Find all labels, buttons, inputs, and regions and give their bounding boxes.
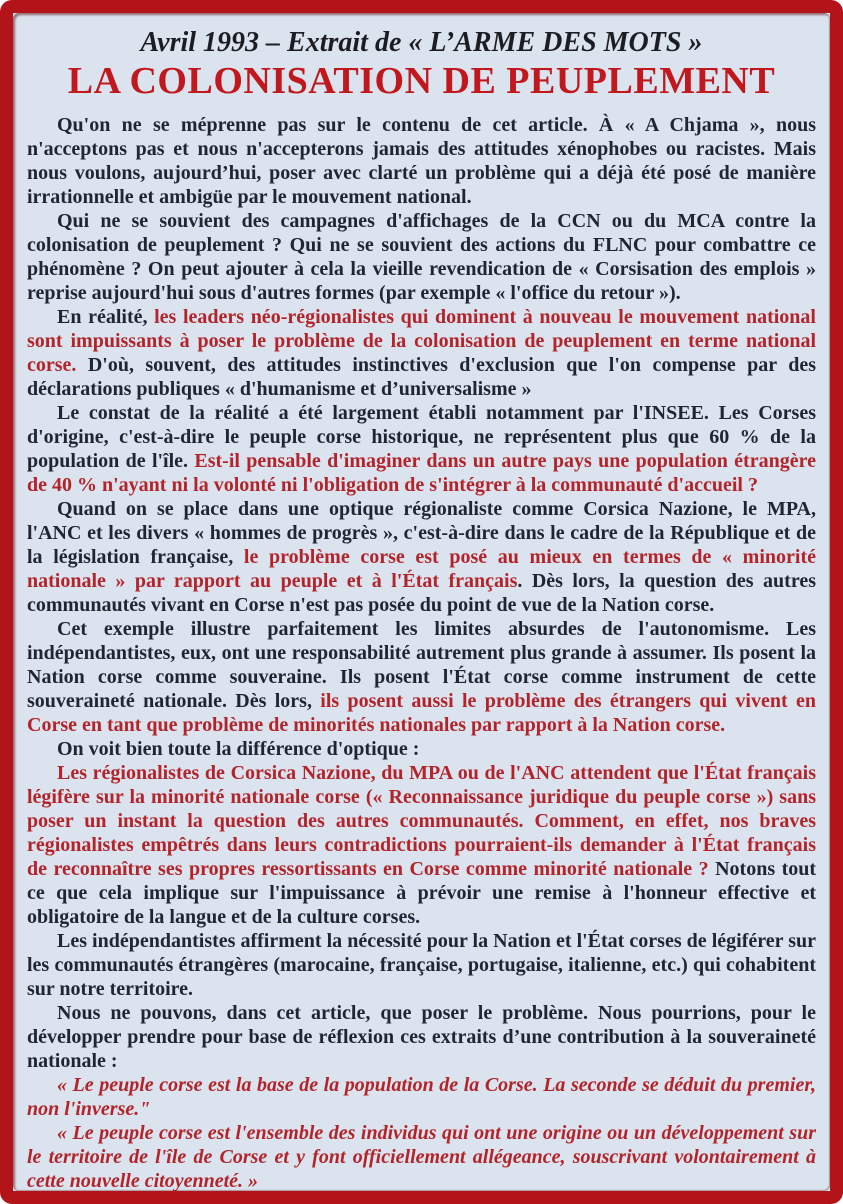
text-segment: Quand on se place dans une optique régionaliste comme Corsica Nazione, le MPA, l'ANC et les divers « hommes de progrès », c'est-à-dire dans le cadre de la République et de la législation française, [27,497,816,568]
text-segment: « Le peuple corse est l'ensemble des individus qui ont une origine ou un développement sur le territoire de l'île de Corse et y font officiellement allégeance, souscrivant volontairement à cette nouvelle citoyenneté. » [27,1121,816,1192]
paragraph [27,761,816,929]
paragraph [27,209,816,305]
paragraph [27,929,816,1001]
text-segment: Les régionalistes de Corsica Nazione, du MPA ou de l'ANC attendent que l'État français légifère sur la minorité nationale corse (« Reconnaissance juridique du peuple corse ») sans poser un instant la question des autres communautés. Comment, en effet, nos braves régionalistes empêtrés dans leurs contradictions pourraient-ils demander à l'État français de reconnaître ses propres ressortissants en Corse comme minorité nationale ? [27,761,816,880]
article-body [27,113,816,1193]
text-segment: Est-il pensable d'imaginer dans un autre pays une population étrangère de 40 % n'ayant ni la volonté ni l'obligation de s'intégrer à la communauté d'accueil ? [27,449,816,496]
dateline: Avril 1993 – Extrait de « L’ARME DES MOTS » [140,27,703,58]
text-segment: Cet exemple illustre parfaitement les limites absurdes de l'autonomisme. Les indépendantistes, eux, ont une responsabilité autrement plus grande à assumer. Ils posent la Nation corse comme souveraine. Ils posent l'État corse comme instrument de cette souveraineté nationale. Dès lors, [27,617,816,712]
paragraph [27,617,816,737]
text-segment: D'où, souvent, des attitudes instinctives d'exclusion que l'on compense par des déclarations publiques « d'humanisme et d’universalisme » [27,353,816,400]
text-segment: En réalité, [57,305,155,328]
text-segment: Le constat de la réalité a été largement établi notamment par l'INSEE. Les Corses d'origine, c'est-à-dire le peuple corse historique, ne représentent plus que 60 % de la population de l'île. [27,401,816,472]
text-segment: les leaders néo-régionalistes qui dominent à nouveau le mouvement national sont impuissants à poser le problème de la colonisation de peuplement en terme national corse. [27,305,816,376]
page-title: LA COLONISATION DE PEUPLEMENT [67,60,776,103]
text-segment: ils posent aussi le problème des étrangers qui vivent en Corse en tant que problème de minorités nationales par rapport à la Nation corse. [27,689,816,736]
paragraph [27,737,816,761]
paragraph [27,1121,816,1193]
text-segment: On voit bien toute la différence d'optique : [57,737,420,760]
paragraph [27,1001,816,1073]
paragraph [27,305,816,401]
text-segment: Notons tout ce que cela implique sur l'impuissance à prévoir une remise à l'honneur effective et obligatoire de la langue et de la culture corses. [27,857,817,928]
text-segment: Qu'on ne se méprenne pas sur le contenu de cet article. À « A Chjama », nous n'acceptons pas et nous n'accepterons jamais des attitudes xénophobes ou racistes. Mais nous voulons, aujourd’hui, poser avec clarté un problème qui a déjà été posé de manière irrationnelle et ambigüe par le mouvement national. [27,113,816,208]
text-segment: Les indépendantistes affirment la nécessité pour la Nation et l'État corses de légiférer sur les communautés étrangères (marocaine, française, portugaise, italienne, etc.) qui cohabitent sur notre territoire. [27,929,816,1000]
paragraph [27,1073,816,1121]
text-segment: Qui ne se souvient des campagnes d'affichages de la CCN ou du MCA contre la colonisation de peuplement ? Qui ne se souvient des actions du FLNC pour combattre ce phénomène ? On peut ajouter à cela la vieille revendication de « Corsisation des emplois » reprise aujourd'hui sous d'autres formes (par exemple « l'office du retour »). [27,209,816,304]
paragraph [27,113,816,209]
text-segment: « Le peuple corse est la base de la population de la Corse. La seconde se déduit du premier, non l'inverse." [27,1073,816,1120]
text-segment: le problème corse est posé au mieux en termes de « minorité nationale » par rapport au peuple et à l'État français [27,545,816,592]
paragraph [27,497,816,617]
text-segment: . Dès lors, la question des autres communautés vivant en Corse n'est pas posée du point de vue de la Nation corse. [27,569,816,616]
paragraph [27,401,816,497]
text-segment: Nous ne pouvons, dans cet article, que poser le problème. Nous pourrions, pour le développer prendre pour base de réflexion ces extraits d’une contribution à la souveraineté nationale : [27,1001,816,1072]
